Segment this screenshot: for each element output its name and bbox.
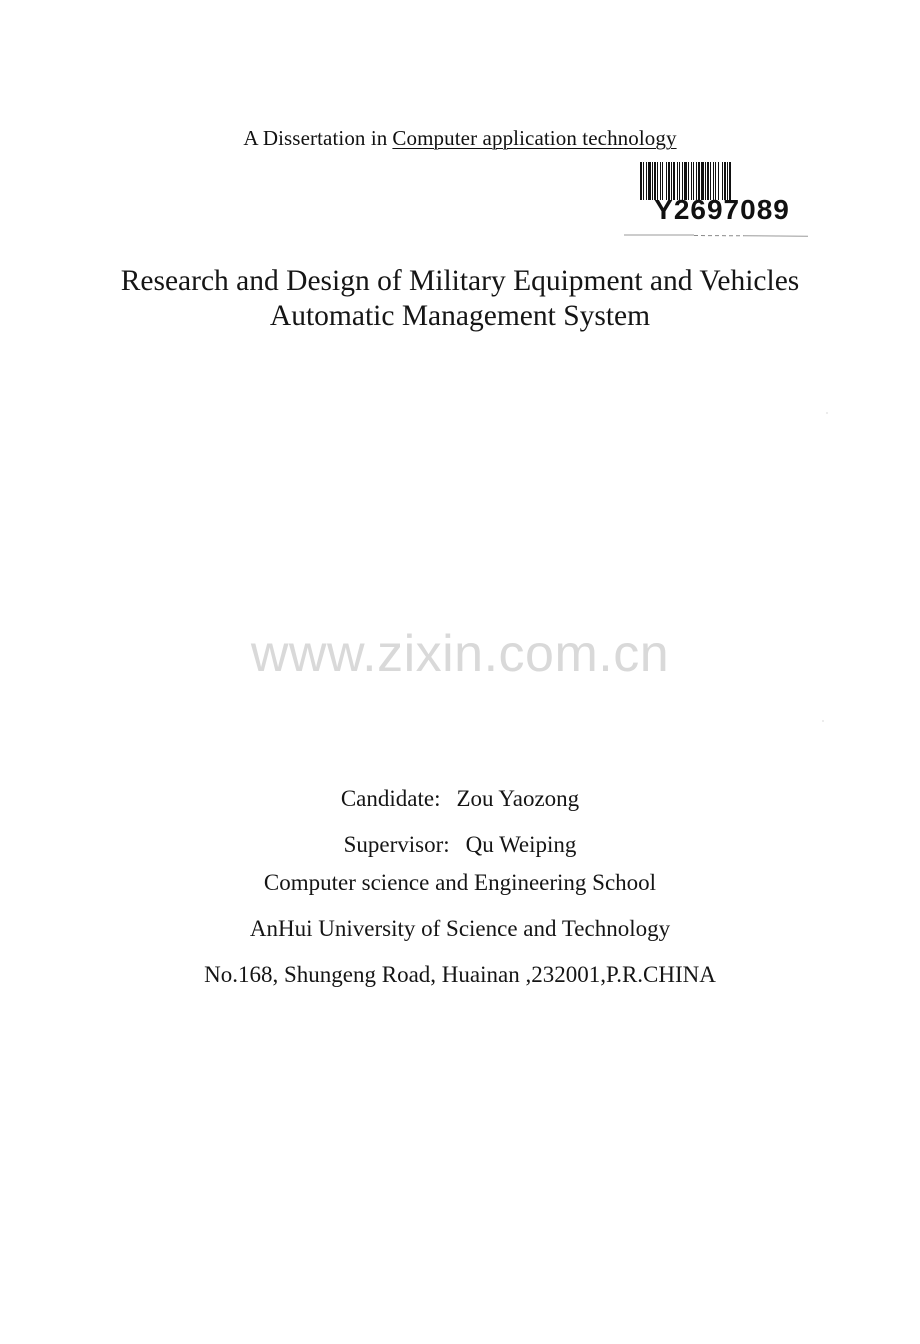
supervisor-row [0, 832, 920, 858]
barcode-label [624, 158, 808, 240]
watermark: www.zixin.com.cn [250, 625, 670, 683]
school-name: Computer science and Engineering School [263, 870, 657, 895]
title-line-2: Automatic Management System [269, 300, 651, 332]
supervisor-label: Supervisor: [343, 832, 450, 857]
candidate-row [0, 786, 920, 812]
university-name: AnHui University of Science and Technology [249, 916, 671, 941]
barcode-number: Y2697089 [654, 194, 790, 225]
dissertation-prefix: A Dissertation in [243, 126, 388, 150]
candidate-label: Candidate: [340, 786, 441, 811]
title-line-1: Research and Design of Military Equipment and Vehicles [120, 265, 800, 297]
dissertation-subject-line [0, 126, 920, 151]
candidate-name: Zou Yaozong [456, 786, 580, 811]
barcode-underline [624, 234, 808, 237]
university-address: No.168, Shungeng Road, Huainan ,232001,P.R.CHINA [204, 962, 716, 987]
dissertation-field: Computer application technology [392, 126, 677, 150]
supervisor-name: Qu Weiping [465, 832, 577, 857]
scan-speck [822, 720, 824, 722]
scan-speck [826, 412, 828, 414]
dissertation-title [0, 264, 920, 334]
